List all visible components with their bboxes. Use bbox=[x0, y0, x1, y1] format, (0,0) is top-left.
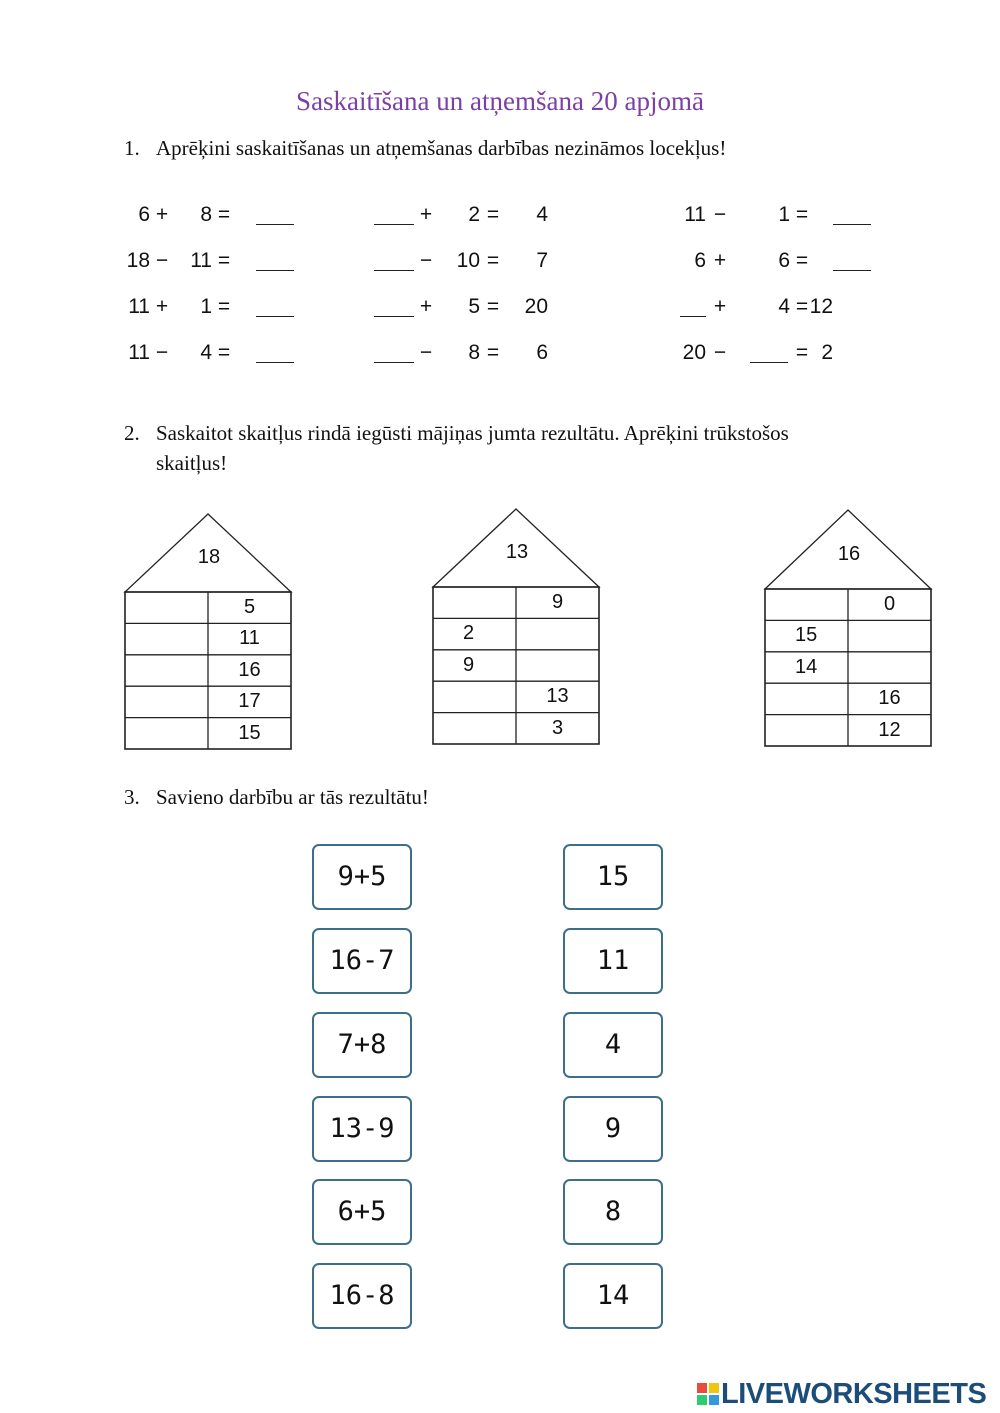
house-cell-number: 17 bbox=[238, 690, 261, 713]
number: 11 bbox=[190, 249, 212, 272]
roof-number: 16 bbox=[837, 543, 861, 565]
house-cell-number: 16 bbox=[878, 687, 901, 710]
number: 7 bbox=[536, 249, 548, 272]
operator: + bbox=[713, 249, 727, 272]
answer-blank[interactable] bbox=[833, 270, 871, 271]
operator: = bbox=[217, 203, 231, 226]
operator: = bbox=[795, 249, 809, 272]
number: 11 bbox=[128, 341, 150, 364]
house-cell-number: 9 bbox=[551, 591, 564, 613]
house-answer-cell[interactable] bbox=[433, 587, 513, 618]
number: 8 bbox=[468, 341, 480, 364]
number: 10 bbox=[456, 249, 480, 272]
number: 11 bbox=[128, 295, 150, 318]
equation-row bbox=[0, 338, 1000, 368]
operator: = bbox=[795, 203, 809, 226]
operator: = bbox=[486, 295, 500, 318]
roof-number: 13 bbox=[505, 541, 529, 563]
equation-row bbox=[0, 200, 1000, 230]
operator: + bbox=[713, 295, 727, 318]
number: 2 bbox=[821, 341, 833, 364]
task-1-text: Aprēķini saskaitīšanas un atņemšanas darbības nezināmos locekļus! bbox=[156, 136, 727, 160]
task-2-instruction bbox=[124, 418, 884, 478]
house-answer-cell[interactable] bbox=[765, 715, 845, 746]
house-answer-cell[interactable] bbox=[848, 652, 928, 683]
operator: + bbox=[419, 295, 433, 318]
number: 4 bbox=[778, 295, 790, 318]
house-answer-cell[interactable] bbox=[433, 681, 513, 712]
number: 1 bbox=[778, 203, 790, 226]
number: 4 bbox=[536, 203, 548, 226]
task-1-number: 1. bbox=[124, 136, 140, 160]
operator: = bbox=[217, 341, 231, 364]
operation-card[interactable]: 13-9 bbox=[312, 1096, 412, 1162]
number: 6 bbox=[138, 203, 150, 226]
task-2-number: 2. bbox=[124, 421, 140, 445]
house-cell-number: 15 bbox=[795, 624, 818, 647]
worksheet-title: Saskaitīšana un atņemšana 20 apjomā bbox=[296, 86, 704, 116]
operator: + bbox=[155, 295, 169, 318]
operator: = bbox=[217, 249, 231, 272]
operator: = bbox=[486, 249, 500, 272]
answer-blank[interactable] bbox=[680, 316, 706, 317]
roof-number: 18 bbox=[197, 546, 221, 568]
house-answer-cell[interactable] bbox=[125, 686, 205, 717]
number: 6 bbox=[778, 249, 790, 272]
answer-blank[interactable] bbox=[833, 224, 871, 225]
house-2 bbox=[433, 509, 599, 746]
number: 11 bbox=[684, 203, 706, 226]
operator: + bbox=[155, 203, 169, 226]
house-cell-number: 14 bbox=[795, 655, 818, 678]
answer-blank[interactable] bbox=[750, 362, 788, 363]
task-3-instruction bbox=[124, 782, 429, 812]
result-card[interactable]: 4 bbox=[563, 1012, 663, 1078]
number: 18 bbox=[126, 249, 150, 272]
operation-card[interactable]: 6+5 bbox=[312, 1179, 412, 1245]
result-card[interactable]: 9 bbox=[563, 1096, 663, 1162]
number: 20 bbox=[524, 295, 548, 318]
operation-card[interactable]: 16-7 bbox=[312, 928, 412, 994]
house-cell-number: 9 bbox=[463, 653, 475, 676]
house-answer-cell[interactable] bbox=[433, 713, 513, 744]
house-answer-cell[interactable] bbox=[125, 655, 205, 686]
result-card[interactable]: 11 bbox=[563, 928, 663, 994]
house-answer-cell[interactable] bbox=[765, 683, 845, 714]
result-card[interactable]: 15 bbox=[563, 844, 663, 910]
logo-text: LIVEWORKSHEETS bbox=[721, 1378, 987, 1410]
house-answer-cell[interactable] bbox=[516, 618, 596, 649]
house-1 bbox=[125, 514, 291, 751]
operation-card[interactable]: 7+8 bbox=[312, 1012, 412, 1078]
house-answer-cell[interactable] bbox=[516, 650, 596, 681]
operation-card[interactable]: 16-8 bbox=[312, 1263, 412, 1329]
operator: − bbox=[155, 341, 169, 364]
number: 6 bbox=[694, 249, 706, 272]
operator: − bbox=[713, 341, 727, 364]
liveworksheets-logo bbox=[697, 1378, 986, 1411]
number: 2 bbox=[468, 203, 480, 226]
number: 12 bbox=[809, 295, 833, 318]
logo-icon bbox=[697, 1383, 719, 1405]
number: 6 bbox=[536, 341, 548, 364]
house-answer-cell[interactable] bbox=[848, 620, 928, 651]
equation-row bbox=[0, 292, 1000, 322]
number: 20 bbox=[682, 341, 706, 364]
house-cell-number: 11 bbox=[239, 627, 260, 650]
number: 8 bbox=[200, 203, 212, 226]
operation-card[interactable]: 9+5 bbox=[312, 844, 412, 910]
operator: = bbox=[217, 295, 231, 318]
house-cell-number: 15 bbox=[238, 721, 261, 744]
house-answer-cell[interactable] bbox=[125, 592, 205, 623]
house-cell-number: 3 bbox=[551, 716, 564, 739]
task-2-text-line1: Saskaitot skaitļus rindā iegūsti mājiņas jumta rezultātu. Aprēķini trūkstošos bbox=[156, 421, 789, 445]
house-3 bbox=[765, 510, 931, 748]
operator: − bbox=[419, 249, 433, 272]
house-answer-cell[interactable] bbox=[765, 589, 845, 620]
result-card[interactable]: 8 bbox=[563, 1179, 663, 1245]
task-2-text-line2: skaitļus! bbox=[156, 451, 228, 475]
operator: − bbox=[419, 341, 433, 364]
operator: = bbox=[486, 203, 500, 226]
task-1-instruction bbox=[124, 133, 726, 163]
house-cell-number: 0 bbox=[883, 593, 896, 615]
number: 1 bbox=[200, 295, 212, 318]
number: 5 bbox=[468, 295, 480, 318]
operator: − bbox=[155, 249, 169, 272]
task-3-number: 3. bbox=[124, 785, 140, 809]
house-cell-number: 2 bbox=[463, 622, 475, 645]
house-cell-number: 5 bbox=[243, 596, 256, 618]
result-card[interactable]: 14 bbox=[563, 1263, 663, 1329]
house-cell-number: 13 bbox=[546, 685, 569, 708]
operator: + bbox=[419, 203, 433, 226]
number: 4 bbox=[200, 341, 212, 364]
operator: = bbox=[795, 295, 809, 318]
operator: = bbox=[486, 341, 500, 364]
house-answer-cell[interactable] bbox=[125, 718, 205, 749]
operator: − bbox=[713, 203, 727, 226]
equation-row bbox=[0, 246, 1000, 276]
operator: = bbox=[795, 341, 809, 364]
house-cell-number: 12 bbox=[878, 718, 901, 741]
house-answer-cell[interactable] bbox=[125, 623, 205, 654]
house-cell-number: 16 bbox=[238, 658, 261, 681]
task-3-text: Savieno darbību ar tās rezultātu! bbox=[156, 785, 429, 809]
